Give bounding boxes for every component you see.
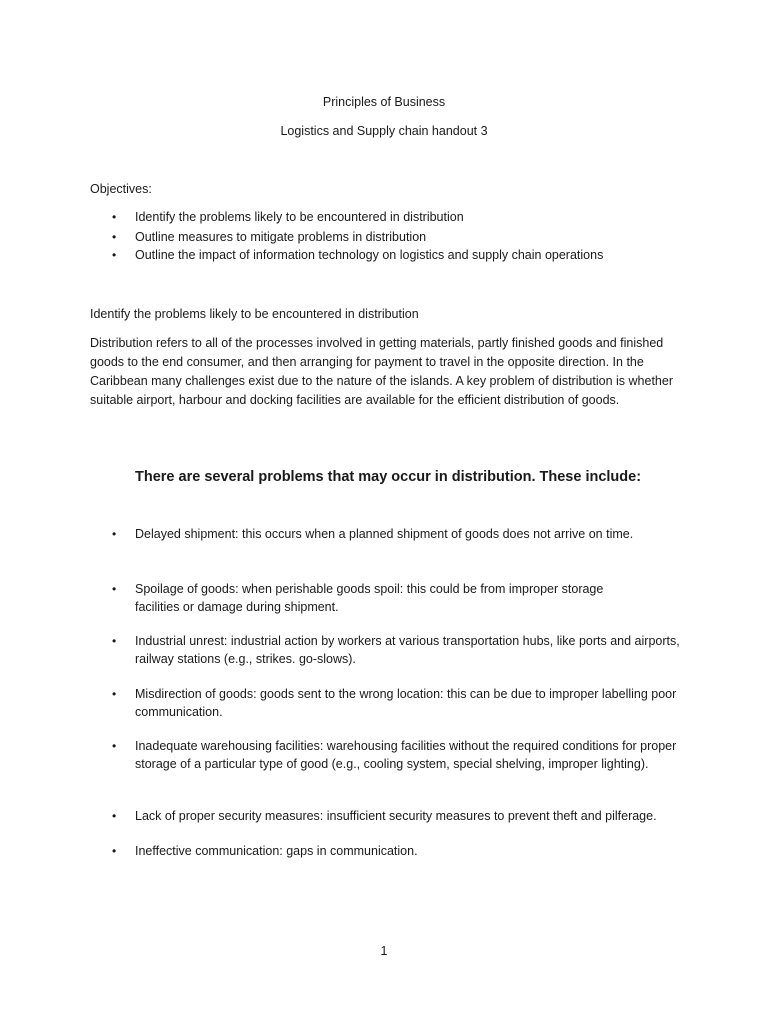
problem-text: Spoilage of goods: when perishable goods spoil: this could be from improper storage facilities or damage during shipment. [135,582,604,614]
problem-text: Misdirection of goods: goods sent to the wrong location: this can be due to improper labelling poor communication. [135,687,677,719]
objective-text: Outline the impact of information technology on logistics and supply chain operations [135,248,604,262]
page-number: 1 [380,944,388,958]
problem-text: Industrial unrest: industrial action by workers at various transportation hubs, like ports and airports, railway stations (e.g., strikes. go-slows). [135,634,680,666]
bullet-icon: • [112,634,117,648]
bullet-icon: • [112,844,117,858]
document-title: Principles of Business [322,95,446,109]
objective-text: Outline measures to mitigate problems in distribution [135,230,427,244]
bullet-icon: • [112,230,117,244]
problem-text: Delayed shipment: this occurs when a planned shipment of goods does not arrive on time. [135,527,634,541]
bullet-icon: • [112,582,117,596]
bullet-icon: • [112,687,117,701]
section-heading: Identify the problems likely to be encountered in distribution [90,307,419,321]
bullet-icon: • [112,527,117,541]
document-subtitle: Logistics and Supply chain handout 3 [280,124,488,138]
objectives-label: Objectives: [90,182,152,196]
problem-text: Lack of proper security measures: insufficient security measures to prevent theft and pilferage. [135,809,657,823]
bullet-icon: • [112,210,117,224]
bullet-icon: • [112,248,117,262]
problem-text: Ineffective communication: gaps in communication. [135,844,418,858]
objective-text: Identify the problems likely to be encountered in distribution [135,210,464,224]
distribution-paragraph: Distribution refers to all of the processes involved in getting materials, partly finished goods and finished goods to the end consumer, and then arranging for payment to travel in the opposite direction. In the Caribbean many challenges exist due to the nature of the islands. A key problem of distribution is whether suitable airport, harbour and docking facilities are available for the efficient distribution of goods. [90,336,673,407]
bullet-icon: • [112,809,117,823]
bullet-icon: • [112,739,117,753]
problems-heading: There are several problems that may occur in distribution. These include: [135,469,642,485]
problem-text: Inadequate warehousing facilities: warehousing facilities without the required conditions for proper storage of a particular type of good (e.g., cooling system, special shelving, improper lighting). [135,739,677,771]
